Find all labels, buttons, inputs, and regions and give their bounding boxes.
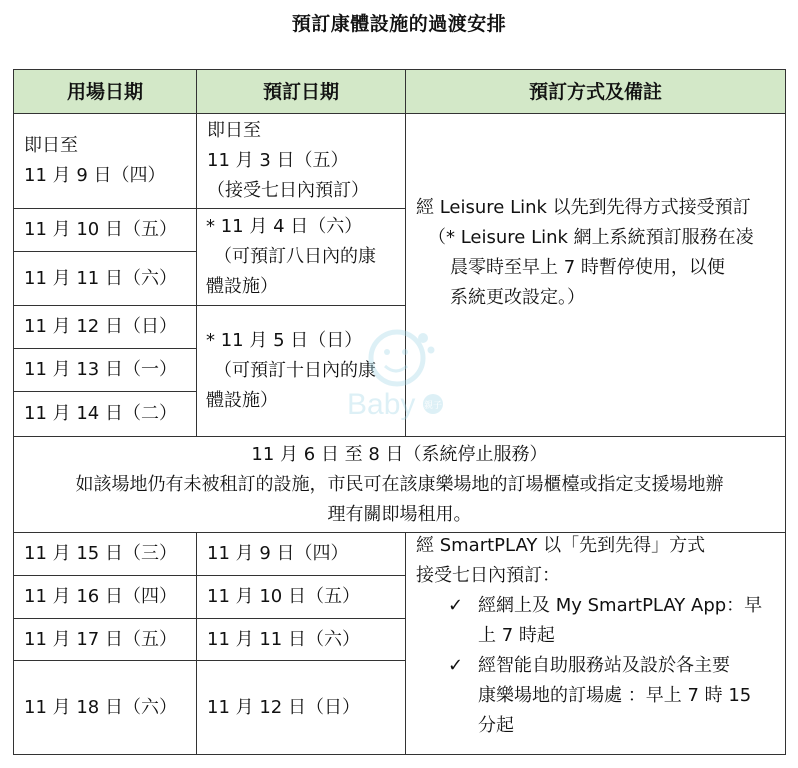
booking-date-line: * 11 月 5 日（日） bbox=[206, 330, 363, 351]
booking-method-line: 經 SmartPLAY 以「先到先得」方式 bbox=[416, 534, 706, 556]
use-date-cell: 11 月 15 日（三） bbox=[14, 533, 197, 576]
page-title: 預訂康體設施的過渡安排 bbox=[291, 13, 507, 35]
use-date-cell bbox=[14, 114, 197, 209]
booking-date-cell: 11 月 12 日（日） bbox=[197, 661, 406, 755]
logo-text: Baby bbox=[347, 388, 416, 421]
booking-date-cell: 11 月 10 日（五） bbox=[197, 576, 406, 619]
booking-date-note: （接受七日內預訂） bbox=[207, 180, 369, 201]
booking-date-cell bbox=[197, 209, 406, 306]
booking-method-line: 接受七日內預訂： bbox=[416, 564, 560, 586]
booking-method-cell bbox=[406, 114, 786, 437]
use-date-line: 即日至 bbox=[24, 135, 78, 156]
suspension-body: 如該場地仍有未被租訂的設施，市民可在該康樂場地的訂場櫃檯或指定支援場地辦 bbox=[75, 473, 724, 495]
use-date-line: 11 月 9 日（四） bbox=[24, 165, 166, 186]
check-icon: ✓ bbox=[448, 594, 464, 616]
use-date-cell: 11 月 10 日（五） bbox=[14, 209, 197, 252]
use-date-cell: 11 月 16 日（四） bbox=[14, 576, 197, 619]
suspension-heading: 11 月 6 日 至 8 日（系統停止服務） bbox=[251, 443, 548, 465]
suspension-row bbox=[14, 437, 786, 533]
bullet-line: 經網上及 My SmartPLAY App：早 bbox=[478, 594, 763, 616]
booking-method-line: 經 Leisure Link 以先到先得方式接受預訂 bbox=[416, 197, 751, 218]
booking-date-line: 即日至 bbox=[207, 120, 261, 141]
use-date-cell: 11 月 12 日（日） bbox=[14, 306, 197, 349]
bullet-line: 分起 bbox=[478, 714, 514, 736]
booking-date-cell: 11 月 9 日（四） bbox=[197, 533, 406, 576]
use-date-cell: 11 月 18 日（六） bbox=[14, 661, 197, 755]
booking-date-note: （可預訂八日內的康 bbox=[214, 246, 376, 267]
header-booking-method: 預訂方式及備註 bbox=[406, 70, 786, 114]
use-date-cell: 11 月 14 日（二） bbox=[14, 392, 197, 437]
logo-badge-text: 親子 bbox=[424, 401, 443, 411]
suspension-cell bbox=[14, 437, 786, 533]
booking-method-note: （* Leisure Link 網上系統預訂服務在凌 bbox=[428, 227, 754, 248]
booking-date-cell: 11 月 11 日（六） bbox=[197, 619, 406, 661]
booking-date-note: （可預訂十日內的康 bbox=[214, 360, 376, 381]
use-date-cell: 11 月 17 日（五） bbox=[14, 619, 197, 661]
bullet-item bbox=[416, 651, 777, 741]
bullet-line: 上 7 時起 bbox=[478, 624, 555, 646]
booking-date-cell bbox=[197, 114, 406, 209]
booking-schedule-table bbox=[13, 69, 786, 755]
booking-date-note: 體設施） bbox=[206, 276, 278, 297]
use-date-cell: 11 月 11 日（六） bbox=[14, 252, 197, 306]
bullet-line: 經智能自助服務站及設於各主要 bbox=[478, 654, 730, 676]
booking-method-cell bbox=[406, 533, 786, 755]
booking-date-note: 體設施） bbox=[206, 390, 278, 411]
header-booking-date: 預訂日期 bbox=[197, 70, 406, 114]
booking-date-cell bbox=[197, 306, 406, 437]
table-row bbox=[14, 114, 786, 209]
header-use-date: 用場日期 bbox=[14, 70, 197, 114]
booking-date-line: * 11 月 4 日（六） bbox=[206, 216, 363, 237]
booking-method-note: 晨零時至早上 7 時暫停使用，以便 bbox=[450, 257, 725, 278]
suspension-body: 理有關即場租用。 bbox=[327, 503, 472, 525]
header-row bbox=[14, 70, 786, 114]
bullet-line: 康樂場地的訂場處 ：早上 7 時 15 bbox=[478, 684, 752, 706]
table-row bbox=[14, 533, 786, 576]
bullet-item bbox=[416, 591, 777, 651]
check-icon: ✓ bbox=[448, 654, 464, 676]
booking-method-note: 系統更改設定。） bbox=[450, 287, 585, 308]
use-date-cell: 11 月 13 日（一） bbox=[14, 349, 197, 392]
booking-date-line: 11 月 3 日（五） bbox=[207, 150, 349, 171]
